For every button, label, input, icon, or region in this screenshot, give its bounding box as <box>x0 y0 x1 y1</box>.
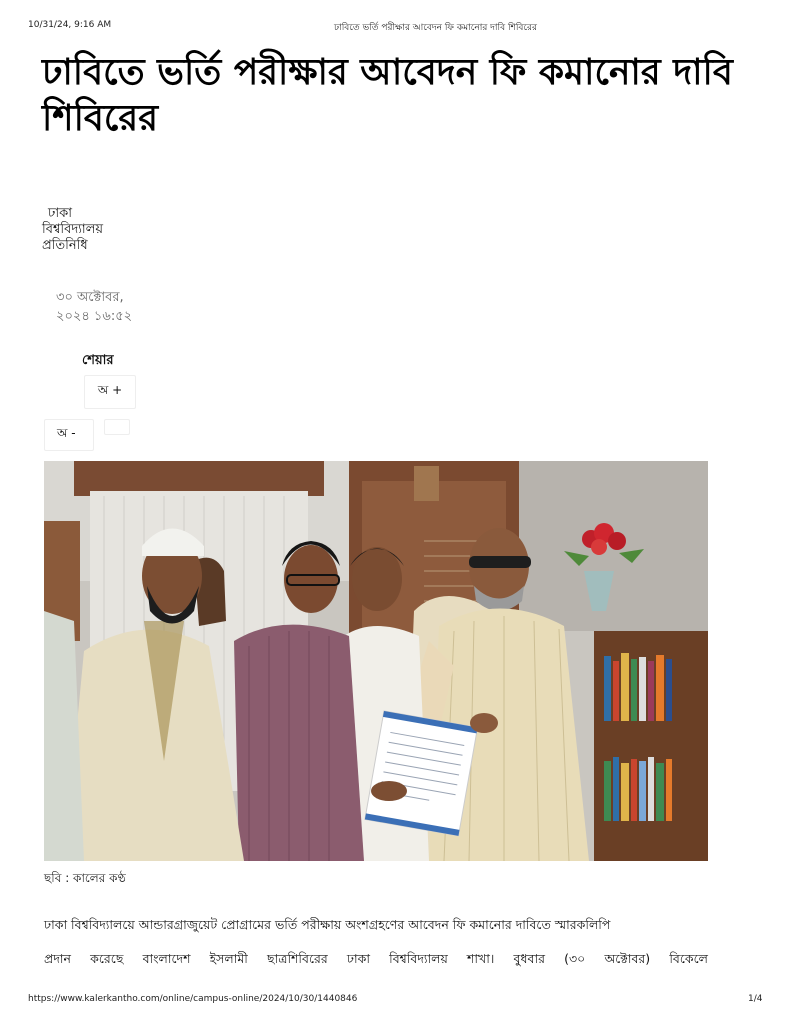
author-line-2: বিশ্ববিদ্যালয় <box>42 222 104 237</box>
share-label[interactable]: শেয়ার <box>82 353 114 368</box>
print-header-date: 10/31/24, 9:16 AM <box>28 20 112 30</box>
article-body-line-1: ঢাকা বিশ্ববিদ্যালয়ে আন্ডারগ্রাজুয়েট প্রোগ্রামের ভর্তি পরীক্ষায় অংশগ্রহণের আবেদন ফি কমানোর দাবিতে স্মারকলিপি <box>44 917 611 932</box>
font-increase-button[interactable]: অ + <box>84 375 136 409</box>
photo-caption: ছবি : কালের কণ্ঠ <box>44 871 126 885</box>
print-footer-page: 1/4 <box>748 994 763 1004</box>
font-decrease-button[interactable]: অ - <box>44 419 94 451</box>
article-body <box>44 908 708 976</box>
author-line-3: প্রতিনিধি <box>42 238 88 253</box>
print-footer-url: https://www.kalerkantho.com/online/campus-online/2024/10/30/1440846 <box>28 994 358 1004</box>
author-byline <box>42 206 103 254</box>
author-line-1: ঢাকা <box>48 206 72 221</box>
publish-date-line-1: ৩০ অক্টোবর, <box>56 290 124 305</box>
article-headline: ঢাবিতে ভর্তি পরীক্ষার আবেদন ফি কমানোর দাবি শিবিরের <box>42 52 733 139</box>
article-body-line-2: প্রদান করেছে বাংলাদেশ ইসলামী ছাত্রশিবিরের ঢাকা বিশ্ববিদ্যালয় শাখা। বুধবার (৩০ অক্টোবর) বিকেলে <box>44 951 708 966</box>
blank-button[interactable] <box>104 419 130 435</box>
article-photo <box>44 461 708 861</box>
publish-date-line-2: ২০২৪ ১৬:৫২ <box>56 309 133 324</box>
print-header-title: ঢাবিতে ভর্তি পরীক্ষার আবেদন ফি কমানোর দাবি শিবিরের <box>334 23 537 33</box>
publish-date <box>56 288 132 326</box>
